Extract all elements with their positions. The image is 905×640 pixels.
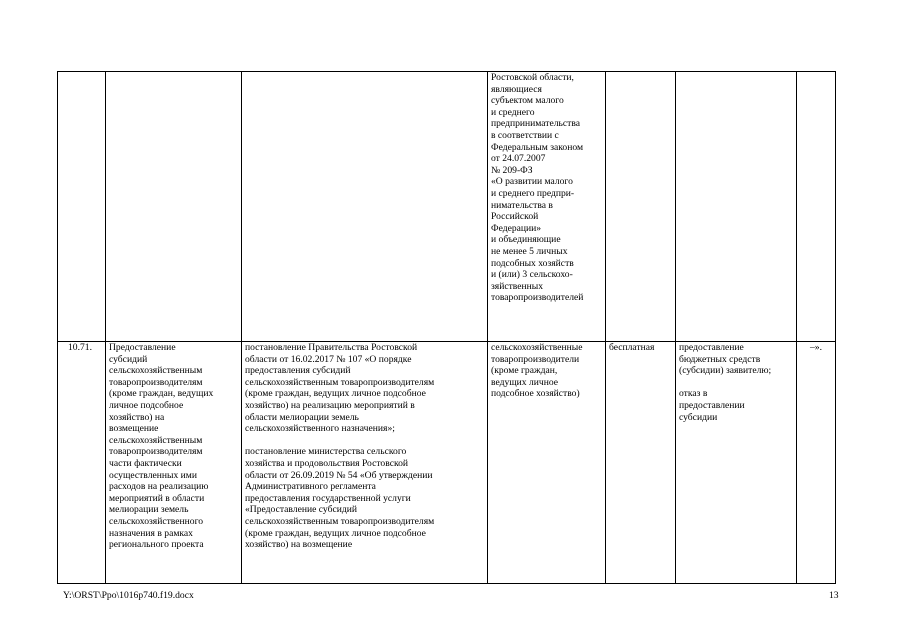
legal-basis-2-line: области от 26.09.2019 № 54 «Об утверждении (245, 469, 433, 481)
legal-basis-2-line: «Предоставление субсидий (245, 504, 357, 516)
cell-service-name (106, 72, 242, 342)
result-2-line: субсидии (679, 411, 718, 423)
service-name-line: регионального проекта (109, 539, 204, 551)
cost-cell: бесплатная (606, 342, 676, 584)
recipients-continued-line: Ростовской области, (491, 72, 574, 83)
cell-cost (606, 72, 676, 342)
result-cell (676, 342, 797, 584)
recipients-continued-line: нимательства в (491, 199, 553, 211)
cell-closing (797, 72, 836, 342)
recipients-line: ведущих личное (491, 376, 559, 388)
recipients-continued-line: являющиеся (491, 83, 542, 95)
service-name-line: личное подсобное (109, 399, 184, 411)
service-name-line: осуществленных ими (109, 469, 197, 481)
service-name-line: товаропроизводителям (109, 376, 203, 388)
services-table (57, 71, 836, 584)
service-name-line: товаропроизводителям (109, 446, 203, 458)
recipients-continued-line: субъектом малого (491, 95, 564, 107)
service-name-line: возмещение (109, 423, 159, 435)
recipients-continued-line: товаропроизводителей (491, 292, 584, 304)
recipients-continued-line: № 209-ФЗ (491, 164, 533, 176)
legal-basis-1-line: хозяйство) на реализацию мероприятий в (245, 399, 415, 411)
legal-basis-1-line: сельскохозяйственного назначения»; (245, 423, 395, 435)
recipients-continued-line: и объединяющие (491, 234, 561, 246)
recipients-line: сельскохозяйственные (491, 342, 583, 353)
service-name-line: назначения в рамках (109, 527, 193, 539)
recipients-cell (488, 342, 606, 584)
legal-basis-2-line: предоставления государственной услуги (245, 492, 411, 504)
closing-cell: –». (797, 342, 836, 584)
legal-basis-cell (242, 342, 488, 584)
legal-basis-1-line: сельскохозяйственным товаропроизводителям (245, 376, 435, 388)
service-name-line: сельскохозяйственного (109, 515, 204, 527)
recipients-continued-line: Российской (491, 211, 539, 223)
footer-file-path: Y:\ORST\Ppo\1016p740.f19.docx (63, 590, 194, 601)
cell-recipients (488, 72, 606, 342)
result-1-line: бюджетных средств (679, 353, 761, 365)
cell-number (58, 72, 106, 342)
service-name-line: субсидий (109, 353, 148, 365)
service-name-line: сельскохозяйственным (109, 434, 203, 446)
table-row-continuation (58, 72, 836, 342)
legal-basis-2-line: сельскохозяйственным товаропроизводителям (245, 515, 435, 527)
recipients-continued-line: «О развитии малого (491, 176, 573, 188)
recipients-continued-line: от 24.07.2007 (491, 153, 546, 165)
service-name-line: части фактически (109, 457, 182, 469)
service-name-line: мелиорации земель (109, 504, 189, 516)
legal-basis-2-line: (кроме граждан, ведущих личное подсобное (245, 527, 426, 539)
recipients-continued-line: Федеральным законом (491, 141, 584, 153)
recipients-continued-line: Федерации» (491, 222, 542, 234)
legal-basis-1-line: области от 16.02.2017 № 107 «О порядке (245, 353, 412, 365)
cell-legal-basis (242, 72, 488, 342)
service-name-line: хозяйство) на (109, 411, 165, 423)
service-name-line: Предоставление (109, 342, 176, 353)
recipients-line: подсобное хозяйство) (491, 388, 580, 400)
legal-basis-1-line: (кроме граждан, ведущих личное подсобное (245, 388, 426, 400)
recipients-continued-line: предпринимательства (491, 118, 581, 130)
row-number: 10.71. (58, 342, 106, 584)
legal-basis-1-line: постановление Правительства Ростовской (245, 342, 418, 353)
result-1-line: (субсидии) заявителю; (679, 365, 772, 377)
service-name-line: сельскохозяйственным (109, 365, 203, 377)
footer-page-number: 13 (829, 590, 839, 601)
recipients-continued-line: и (или) 3 сельскохо- (491, 269, 573, 281)
service-name-line: расходов на реализацию (109, 481, 209, 493)
legal-basis-2-line: постановление министерства сельского (245, 446, 407, 458)
recipients-continued-line: не менее 5 личных (491, 245, 568, 257)
legal-basis-2-line: Административного регламента (245, 481, 376, 493)
result-2-line: отказ в (679, 388, 708, 400)
recipients-continued-line: зяйственных (491, 280, 544, 292)
cell-result (676, 72, 797, 342)
table-row-10-71 (58, 342, 836, 584)
result-1-line: предоставление (679, 342, 744, 353)
recipients-continued-line: подсобных хозяйств (491, 257, 574, 269)
legal-basis-2-line: хозяйства и продовольствия Ростовской (245, 457, 409, 469)
result-2-line: предоставлении (679, 399, 745, 411)
recipients-continued-line: и среднего предпри- (491, 187, 575, 199)
service-name-line: (кроме граждан, ведущих (109, 388, 214, 400)
legal-basis-2-line: хозяйство) на возмещение (245, 539, 353, 551)
recipients-line: (кроме граждан, (491, 365, 558, 377)
recipients-continued-line: и среднего (491, 106, 535, 118)
legal-basis-1-line: области мелиорации земель (245, 411, 359, 423)
service-name-line: мероприятий в области (109, 492, 205, 504)
legal-basis-1-line: предоставления субсидий (245, 365, 351, 377)
recipients-line: товаропроизводители (491, 353, 580, 365)
service-name-cell (106, 342, 242, 584)
recipients-continued-line: в соответствии с (491, 129, 559, 141)
